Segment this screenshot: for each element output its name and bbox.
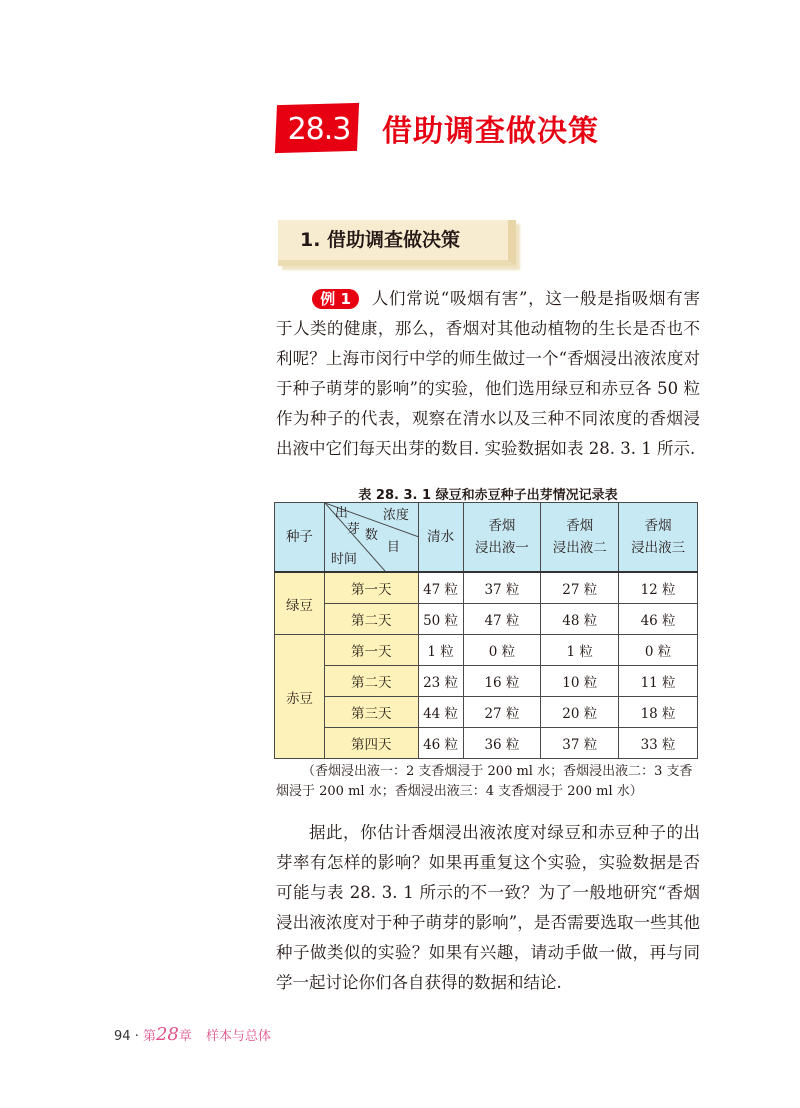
diag-label-shu: 数 bbox=[364, 528, 378, 543]
value-cell: 36 粒 bbox=[463, 728, 541, 759]
value-cell: 12 粒 bbox=[619, 572, 698, 604]
example-paragraph bbox=[276, 284, 700, 464]
day-cell: 第三天 bbox=[324, 697, 418, 728]
germination-table bbox=[274, 502, 698, 759]
header-liquid2-line2: 浸出液二 bbox=[552, 540, 607, 556]
table-row bbox=[275, 666, 698, 697]
page-number: 94 bbox=[114, 1029, 131, 1044]
discussion-paragraph bbox=[276, 818, 700, 998]
header-liquid2-line1: 香烟 bbox=[566, 518, 594, 534]
chapter-number: 28 bbox=[155, 1024, 179, 1045]
footer-dot: · bbox=[134, 1029, 139, 1044]
table-caption: 表 28. 3. 1 绿豆和赤豆种子出芽情况记录表 bbox=[358, 488, 618, 503]
day-cell: 第四天 bbox=[324, 728, 418, 759]
header-water: 清水 bbox=[418, 503, 463, 573]
value-cell: 20 粒 bbox=[541, 697, 619, 728]
header-liquid3-line1: 香烟 bbox=[644, 518, 672, 534]
day-cell: 第二天 bbox=[324, 604, 418, 635]
value-cell: 23 粒 bbox=[418, 666, 463, 697]
seed-mung-bean: 绿豆 bbox=[275, 572, 325, 635]
value-cell: 33 粒 bbox=[619, 728, 698, 759]
value-cell: 46 粒 bbox=[418, 728, 463, 759]
header-liquid3 bbox=[619, 503, 698, 573]
header-liquid1-line2: 浸出液一 bbox=[474, 540, 529, 556]
value-cell: 1 粒 bbox=[541, 635, 619, 666]
header-seed: 种子 bbox=[275, 503, 325, 573]
example-badge: 例 1 bbox=[312, 289, 359, 309]
subsection-title: 1. 借助调查做决策 bbox=[300, 229, 461, 251]
table-row bbox=[275, 728, 698, 759]
value-cell: 47 粒 bbox=[463, 604, 541, 635]
day-cell: 第一天 bbox=[324, 635, 418, 666]
value-cell: 44 粒 bbox=[418, 697, 463, 728]
day-cell: 第一天 bbox=[324, 572, 418, 604]
header-liquid2 bbox=[541, 503, 619, 573]
seed-adzuki-bean: 赤豆 bbox=[275, 635, 325, 759]
header-liquid1 bbox=[463, 503, 541, 573]
chapter-prefix: 第 bbox=[142, 1029, 156, 1044]
section-title: 借助调查做决策 bbox=[382, 114, 599, 149]
day-cell: 第二天 bbox=[324, 666, 418, 697]
example-text: 人们常说“吸烟有害”，这一般是指吸烟有害于人类的健康，那么，香烟对其他动植物的生长是否也不利呢？上海市闵行中学的师生做过一个“香烟浸出液浓度对于种子萌芽的影响”的实验，他们选用绿豆和赤豆各 50 粒作为种子的代表，观察在清水以及三种不同浓度的香烟浸出液中它们每天出芽的数目. 实验数据如表 28. 3. 1 所示. bbox=[276, 289, 700, 458]
diag-label-concentration: 浓度 bbox=[382, 508, 409, 523]
value-cell: 10 粒 bbox=[541, 666, 619, 697]
diag-label-mu: 目 bbox=[386, 540, 400, 555]
value-cell: 11 粒 bbox=[619, 666, 698, 697]
table-note: （香烟浸出液一：2 支香烟浸于 200 ml 水；香烟浸出液二：3 支香烟浸于 200 ml 水；香烟浸出液三：4 支香烟浸于 200 ml 水） bbox=[276, 764, 693, 799]
chapter-suffix: 章 bbox=[178, 1029, 192, 1044]
diag-label-time: 时间 bbox=[330, 552, 357, 567]
header-diagonal-cell bbox=[324, 503, 418, 573]
header-liquid1-line1: 香烟 bbox=[488, 518, 516, 534]
diag-label-ya: 芽 bbox=[346, 522, 360, 537]
value-cell: 46 粒 bbox=[619, 604, 698, 635]
value-cell: 1 粒 bbox=[418, 635, 463, 666]
value-cell: 0 粒 bbox=[463, 635, 541, 666]
value-cell: 47 粒 bbox=[418, 572, 463, 604]
table-row bbox=[275, 572, 698, 604]
value-cell: 0 粒 bbox=[619, 635, 698, 666]
chapter-title: 样本与总体 bbox=[206, 1029, 272, 1044]
value-cell: 27 粒 bbox=[463, 697, 541, 728]
table-row bbox=[275, 697, 698, 728]
value-cell: 50 粒 bbox=[418, 604, 463, 635]
value-cell: 16 粒 bbox=[463, 666, 541, 697]
table-row bbox=[275, 604, 698, 635]
diag-label-chu: 出 bbox=[334, 506, 348, 521]
value-cell: 18 粒 bbox=[619, 697, 698, 728]
table-row bbox=[275, 635, 698, 666]
value-cell: 48 粒 bbox=[541, 604, 619, 635]
discussion-text: 据此，你估计香烟浸出液浓度对绿豆和赤豆种子的出芽率有怎样的影响？如果再重复这个实验，实验数据是否可能与表 28. 3. 1 所示的不一致？为了一般地研究“香烟浸出液浓度对于种子萌芽的影响”，是否需要选取一些其他种子做类似的实验？如果有兴趣，请动手做一做，再与同学一起讨论你们各自获得的数据和结论. bbox=[276, 823, 700, 992]
value-cell: 37 粒 bbox=[463, 572, 541, 604]
value-cell: 27 粒 bbox=[541, 572, 619, 604]
header-liquid3-line2: 浸出液三 bbox=[631, 540, 686, 556]
section-number: 28.3 bbox=[287, 112, 351, 147]
page-footer bbox=[114, 1024, 271, 1045]
value-cell: 37 粒 bbox=[541, 728, 619, 759]
